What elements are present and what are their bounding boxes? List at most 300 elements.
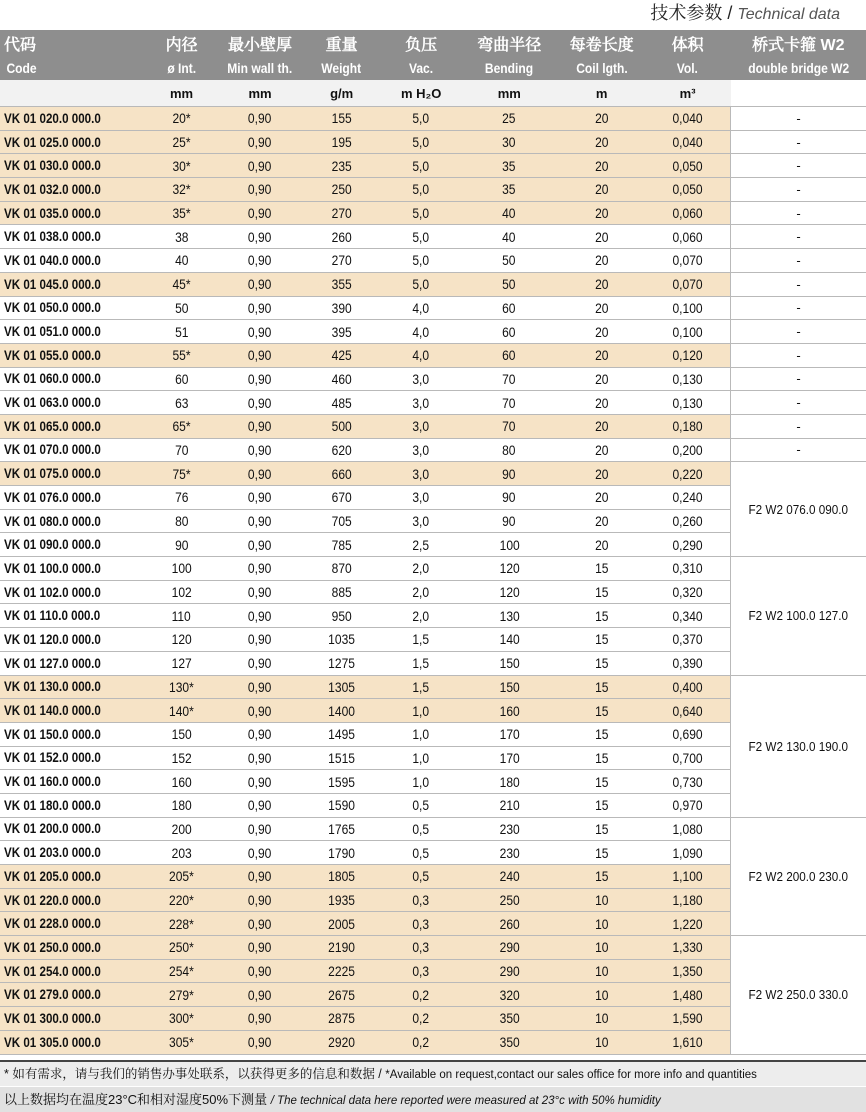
header-en-volume: Vol. — [645, 56, 731, 80]
unit-w2-clamp — [731, 80, 866, 107]
cell-id: 25* — [144, 130, 219, 154]
cell-bend: 50 — [460, 272, 559, 296]
cell-vol: 0,120 — [645, 343, 731, 367]
header-zh-inner-diameter: 内径 — [144, 30, 219, 56]
title-en: Technical data — [737, 6, 840, 23]
cell-vol: 0,690 — [645, 722, 731, 746]
header-zh-min-wall: 最小壁厚 — [219, 30, 301, 56]
cell-bend: 150 — [460, 675, 559, 699]
cell-code: VK 01 110.0 000.0 — [0, 604, 144, 628]
table-row — [0, 130, 866, 154]
cell-weight: 250 — [301, 178, 383, 202]
cell-vac: 0,2 — [382, 983, 459, 1007]
cell-vol: 0,040 — [645, 107, 731, 131]
cell-weight: 670 — [301, 486, 383, 510]
cell-coil: 20 — [559, 225, 645, 249]
cell-bend: 240 — [460, 865, 559, 889]
cell-weight: 2675 — [301, 983, 383, 1007]
cell-weight: 1805 — [301, 865, 383, 889]
cell-code: VK 01 076.0 000.0 — [0, 486, 144, 510]
cell-bend: 120 — [460, 557, 559, 581]
cell-wall: 0,90 — [219, 912, 301, 936]
cell-code: VK 01 030.0 000.0 — [0, 154, 144, 178]
cell-id: 102 — [144, 580, 219, 604]
cell-wall: 0,90 — [219, 817, 301, 841]
cell-code: VK 01 038.0 000.0 — [0, 225, 144, 249]
cell-bend: 230 — [460, 817, 559, 841]
cell-w2: - — [731, 391, 866, 415]
cell-code: VK 01 203.0 000.0 — [0, 841, 144, 865]
unit-volume: m³ — [645, 80, 731, 107]
cell-weight: 1305 — [301, 675, 383, 699]
cell-id: 180 — [144, 793, 219, 817]
header-en-w2-clamp: double bridge W2 — [731, 56, 866, 80]
cell-vol: 1,080 — [645, 817, 731, 841]
cell-wall: 0,90 — [219, 604, 301, 628]
cell-vac: 5,0 — [382, 107, 459, 131]
cell-wall: 0,90 — [219, 888, 301, 912]
cell-id: 35* — [144, 201, 219, 225]
cell-weight: 705 — [301, 509, 383, 533]
cell-bend: 350 — [460, 1007, 559, 1031]
cell-id: 50 — [144, 296, 219, 320]
cell-weight: 1935 — [301, 888, 383, 912]
cell-coil: 20 — [559, 249, 645, 273]
cell-weight: 355 — [301, 272, 383, 296]
cell-vac: 5,0 — [382, 178, 459, 202]
header-zh-bending: 弯曲半径 — [460, 30, 559, 56]
cell-weight: 2190 — [301, 936, 383, 960]
cell-code: VK 01 200.0 000.0 — [0, 817, 144, 841]
title-zh: 技术参数 — [650, 3, 723, 23]
cell-coil: 10 — [559, 888, 645, 912]
cell-weight: 660 — [301, 462, 383, 486]
cell-id: 75* — [144, 462, 219, 486]
cell-id: 30* — [144, 154, 219, 178]
cell-bend: 90 — [460, 509, 559, 533]
cell-bend: 50 — [460, 249, 559, 273]
cell-vol: 1,480 — [645, 983, 731, 1007]
cell-vac: 0,5 — [382, 841, 459, 865]
cell-weight: 155 — [301, 107, 383, 131]
cell-coil: 15 — [559, 699, 645, 723]
cell-id: 254* — [144, 959, 219, 983]
footnote-availability — [0, 1062, 866, 1086]
cell-vol: 0,130 — [645, 367, 731, 391]
header-en-min-wall: Min wall th. — [219, 56, 301, 80]
w2-group-cell: F2 W2 100.0 127.0 — [731, 557, 866, 675]
cell-vac: 3,0 — [382, 367, 459, 391]
cell-coil: 15 — [559, 793, 645, 817]
cell-vac: 0,5 — [382, 865, 459, 889]
header-en-weight: Weight — [301, 56, 383, 80]
cell-coil: 15 — [559, 628, 645, 652]
cell-weight: 2875 — [301, 1007, 383, 1031]
cell-weight: 425 — [301, 343, 383, 367]
cell-wall: 0,90 — [219, 272, 301, 296]
cell-bend: 60 — [460, 296, 559, 320]
cell-vac: 4,0 — [382, 296, 459, 320]
cell-bend: 150 — [460, 651, 559, 675]
cell-vac: 4,0 — [382, 320, 459, 344]
header-zh-w2-clamp: 桥式卡箍 W2 — [731, 30, 866, 56]
cell-vac: 0,5 — [382, 793, 459, 817]
footnote-conditions — [0, 1087, 866, 1112]
cell-wall: 0,90 — [219, 343, 301, 367]
table-row — [0, 367, 866, 391]
header-zh-vacuum: 负压 — [382, 30, 459, 56]
cell-wall: 0,90 — [219, 580, 301, 604]
cell-code: VK 01 063.0 000.0 — [0, 391, 144, 415]
technical-data-table — [0, 30, 866, 1055]
cell-vol: 0,700 — [645, 746, 731, 770]
cell-id: 76 — [144, 486, 219, 510]
cell-weight: 1495 — [301, 722, 383, 746]
cell-vac: 3,0 — [382, 509, 459, 533]
cell-id: 20* — [144, 107, 219, 131]
cell-weight: 870 — [301, 557, 383, 581]
cell-bend: 80 — [460, 438, 559, 462]
cell-vol: 0,260 — [645, 509, 731, 533]
table-row — [0, 178, 866, 202]
cell-id: 150 — [144, 722, 219, 746]
cell-weight: 270 — [301, 201, 383, 225]
cell-bend: 70 — [460, 414, 559, 438]
cell-vac: 3,0 — [382, 462, 459, 486]
cell-bend: 30 — [460, 130, 559, 154]
header-en-inner-diameter: ø Int. — [144, 56, 219, 80]
cell-vol: 0,070 — [645, 272, 731, 296]
cell-weight: 1035 — [301, 628, 383, 652]
table-row — [0, 296, 866, 320]
cell-vac: 1,5 — [382, 628, 459, 652]
footnote-conditions-en: / The technical data here reported were measured at 23°c with 50% humidity — [270, 1095, 661, 1107]
cell-weight: 390 — [301, 296, 383, 320]
cell-coil: 10 — [559, 959, 645, 983]
cell-id: 200 — [144, 817, 219, 841]
cell-weight: 1765 — [301, 817, 383, 841]
cell-w2: - — [731, 249, 866, 273]
cell-vac: 5,0 — [382, 249, 459, 273]
cell-wall: 0,90 — [219, 651, 301, 675]
cell-vol: 0,040 — [645, 130, 731, 154]
header-en-code: Code — [0, 56, 144, 80]
header-row-zh — [0, 30, 866, 56]
cell-code: VK 01 025.0 000.0 — [0, 130, 144, 154]
table-row — [0, 391, 866, 415]
cell-bend: 290 — [460, 959, 559, 983]
cell-code: VK 01 220.0 000.0 — [0, 888, 144, 912]
cell-bend: 40 — [460, 225, 559, 249]
cell-wall: 0,90 — [219, 770, 301, 794]
cell-vol: 1,100 — [645, 865, 731, 889]
cell-weight: 885 — [301, 580, 383, 604]
cell-id: 63 — [144, 391, 219, 415]
cell-vac: 2,0 — [382, 580, 459, 604]
cell-weight: 950 — [301, 604, 383, 628]
cell-weight: 1590 — [301, 793, 383, 817]
cell-coil: 15 — [559, 580, 645, 604]
cell-wall: 0,90 — [219, 699, 301, 723]
cell-coil: 15 — [559, 722, 645, 746]
cell-code: VK 01 070.0 000.0 — [0, 438, 144, 462]
cell-vol: 0,290 — [645, 533, 731, 557]
cell-coil: 10 — [559, 983, 645, 1007]
cell-vol: 0,310 — [645, 557, 731, 581]
table-row — [0, 462, 866, 486]
cell-coil: 20 — [559, 367, 645, 391]
header-zh-weight: 重量 — [301, 30, 383, 56]
footnote-availability-en: *Available on request,contact our sales office for more info and quantities — [385, 1069, 757, 1081]
cell-w2: - — [731, 201, 866, 225]
cell-wall: 0,90 — [219, 959, 301, 983]
cell-id: 250* — [144, 936, 219, 960]
cell-coil: 10 — [559, 1030, 645, 1054]
cell-coil: 20 — [559, 533, 645, 557]
cell-bend: 140 — [460, 628, 559, 652]
cell-id: 120 — [144, 628, 219, 652]
cell-wall: 0,90 — [219, 722, 301, 746]
cell-weight: 1400 — [301, 699, 383, 723]
cell-id: 60 — [144, 367, 219, 391]
cell-id: 38 — [144, 225, 219, 249]
table-row — [0, 107, 866, 131]
cell-vac: 3,0 — [382, 414, 459, 438]
cell-code: VK 01 020.0 000.0 — [0, 107, 144, 131]
table-row — [0, 343, 866, 367]
cell-bend: 120 — [460, 580, 559, 604]
cell-wall: 0,90 — [219, 509, 301, 533]
cell-w2: - — [731, 320, 866, 344]
cell-coil: 20 — [559, 320, 645, 344]
cell-wall: 0,90 — [219, 391, 301, 415]
cell-code: VK 01 040.0 000.0 — [0, 249, 144, 273]
cell-vol: 1,220 — [645, 912, 731, 936]
cell-vac: 1,0 — [382, 770, 459, 794]
cell-code: VK 01 160.0 000.0 — [0, 770, 144, 794]
cell-vol: 0,050 — [645, 154, 731, 178]
cell-wall: 0,90 — [219, 675, 301, 699]
cell-coil: 15 — [559, 675, 645, 699]
cell-coil: 20 — [559, 438, 645, 462]
cell-code: VK 01 080.0 000.0 — [0, 509, 144, 533]
header-row-en — [0, 56, 866, 80]
cell-bend: 160 — [460, 699, 559, 723]
cell-wall: 0,90 — [219, 486, 301, 510]
cell-vol: 0,200 — [645, 438, 731, 462]
cell-vol: 0,970 — [645, 793, 731, 817]
table-row — [0, 272, 866, 296]
cell-bend: 40 — [460, 201, 559, 225]
cell-code: VK 01 254.0 000.0 — [0, 959, 144, 983]
footnote-availability-zh: * 如有需求，请与我们的销售办事处联系，以获得更多的信息和数据 / — [4, 1067, 386, 1081]
cell-id: 65* — [144, 414, 219, 438]
cell-w2: - — [731, 343, 866, 367]
cell-code: VK 01 090.0 000.0 — [0, 533, 144, 557]
cell-vol: 0,240 — [645, 486, 731, 510]
cell-coil: 15 — [559, 770, 645, 794]
cell-vac: 0,5 — [382, 817, 459, 841]
cell-code: VK 01 228.0 000.0 — [0, 912, 144, 936]
cell-vac: 5,0 — [382, 272, 459, 296]
cell-coil: 15 — [559, 604, 645, 628]
cell-weight: 2920 — [301, 1030, 383, 1054]
cell-w2: - — [731, 154, 866, 178]
cell-wall: 0,90 — [219, 533, 301, 557]
cell-bend: 25 — [460, 107, 559, 131]
cell-bend: 90 — [460, 462, 559, 486]
cell-coil: 15 — [559, 841, 645, 865]
cell-coil: 10 — [559, 912, 645, 936]
cell-weight: 785 — [301, 533, 383, 557]
cell-id: 279* — [144, 983, 219, 1007]
cell-id: 55* — [144, 343, 219, 367]
cell-wall: 0,90 — [219, 178, 301, 202]
cell-weight: 2005 — [301, 912, 383, 936]
cell-weight: 485 — [301, 391, 383, 415]
cell-wall: 0,90 — [219, 1007, 301, 1031]
cell-weight: 620 — [301, 438, 383, 462]
cell-weight: 195 — [301, 130, 383, 154]
cell-vol: 0,060 — [645, 201, 731, 225]
cell-w2: - — [731, 414, 866, 438]
cell-vol: 0,180 — [645, 414, 731, 438]
header-zh-coil-length: 每卷长度 — [559, 30, 645, 56]
cell-weight: 395 — [301, 320, 383, 344]
cell-weight: 1790 — [301, 841, 383, 865]
cell-id: 127 — [144, 651, 219, 675]
unit-inner-diameter: mm — [144, 80, 219, 107]
cell-wall: 0,90 — [219, 225, 301, 249]
header-zh-code: 代码 — [0, 30, 144, 56]
cell-code: VK 01 130.0 000.0 — [0, 675, 144, 699]
table-row — [0, 414, 866, 438]
cell-bend: 60 — [460, 320, 559, 344]
cell-vac: 3,0 — [382, 438, 459, 462]
cell-coil: 15 — [559, 865, 645, 889]
cell-coil: 20 — [559, 154, 645, 178]
cell-coil: 20 — [559, 414, 645, 438]
cell-w2: - — [731, 130, 866, 154]
table-row — [0, 320, 866, 344]
cell-bend: 35 — [460, 154, 559, 178]
cell-wall: 0,90 — [219, 462, 301, 486]
cell-bend: 320 — [460, 983, 559, 1007]
table-row — [0, 557, 866, 581]
cell-bend: 100 — [460, 533, 559, 557]
cell-id: 45* — [144, 272, 219, 296]
cell-code: VK 01 065.0 000.0 — [0, 414, 144, 438]
table-row — [0, 438, 866, 462]
cell-vac: 0,2 — [382, 1007, 459, 1031]
table-row — [0, 225, 866, 249]
cell-wall: 0,90 — [219, 936, 301, 960]
cell-coil: 20 — [559, 272, 645, 296]
cell-w2: - — [731, 367, 866, 391]
cell-bend: 60 — [460, 343, 559, 367]
cell-code: VK 01 055.0 000.0 — [0, 343, 144, 367]
cell-vac: 4,0 — [382, 343, 459, 367]
cell-vol: 0,320 — [645, 580, 731, 604]
table-row — [0, 817, 866, 841]
cell-bend: 210 — [460, 793, 559, 817]
cell-coil: 20 — [559, 201, 645, 225]
cell-wall: 0,90 — [219, 983, 301, 1007]
cell-code: VK 01 305.0 000.0 — [0, 1030, 144, 1054]
cell-wall: 0,90 — [219, 320, 301, 344]
cell-id: 32* — [144, 178, 219, 202]
unit-vacuum: m H₂O — [382, 80, 459, 107]
cell-vac: 1,0 — [382, 746, 459, 770]
cell-vac: 0,3 — [382, 959, 459, 983]
cell-bend: 90 — [460, 486, 559, 510]
table-row — [0, 675, 866, 699]
cell-code: VK 01 050.0 000.0 — [0, 296, 144, 320]
table-row — [0, 936, 866, 960]
cell-coil: 15 — [559, 817, 645, 841]
header-en-coil-length: Coil lgth. — [559, 56, 645, 80]
cell-code: VK 01 045.0 000.0 — [0, 272, 144, 296]
cell-id: 228* — [144, 912, 219, 936]
cell-vac: 2,0 — [382, 557, 459, 581]
cell-coil: 10 — [559, 936, 645, 960]
cell-code: VK 01 032.0 000.0 — [0, 178, 144, 202]
unit-code — [0, 80, 144, 107]
cell-bend: 70 — [460, 367, 559, 391]
cell-vac: 0,3 — [382, 888, 459, 912]
unit-coil-length: m — [559, 80, 645, 107]
cell-vol: 0,100 — [645, 296, 731, 320]
table-row — [0, 249, 866, 273]
cell-w2: - — [731, 272, 866, 296]
cell-coil: 20 — [559, 130, 645, 154]
cell-id: 51 — [144, 320, 219, 344]
cell-id: 203 — [144, 841, 219, 865]
cell-coil: 20 — [559, 296, 645, 320]
table-body — [0, 80, 866, 1054]
cell-vol: 0,370 — [645, 628, 731, 652]
cell-bend: 70 — [460, 391, 559, 415]
w2-group-cell: F2 W2 130.0 190.0 — [731, 675, 866, 817]
cell-vol: 0,220 — [645, 462, 731, 486]
cell-code: VK 01 150.0 000.0 — [0, 722, 144, 746]
cell-w2: - — [731, 296, 866, 320]
cell-id: 90 — [144, 533, 219, 557]
cell-vac: 2,0 — [382, 604, 459, 628]
cell-vol: 1,610 — [645, 1030, 731, 1054]
unit-weight: g/m — [301, 80, 383, 107]
cell-code: VK 01 250.0 000.0 — [0, 936, 144, 960]
cell-id: 140* — [144, 699, 219, 723]
cell-vac: 5,0 — [382, 130, 459, 154]
cell-coil: 20 — [559, 486, 645, 510]
table-row — [0, 201, 866, 225]
cell-vac: 1,5 — [382, 651, 459, 675]
cell-wall: 0,90 — [219, 414, 301, 438]
cell-w2: - — [731, 107, 866, 131]
cell-vol: 1,330 — [645, 936, 731, 960]
cell-code: VK 01 205.0 000.0 — [0, 865, 144, 889]
cell-bend: 230 — [460, 841, 559, 865]
cell-vol: 1,090 — [645, 841, 731, 865]
cell-vol: 1,590 — [645, 1007, 731, 1031]
unit-min-wall: mm — [219, 80, 301, 107]
cell-wall: 0,90 — [219, 107, 301, 131]
page-title — [650, 0, 840, 28]
cell-coil: 20 — [559, 107, 645, 131]
cell-wall: 0,90 — [219, 367, 301, 391]
cell-code: VK 01 279.0 000.0 — [0, 983, 144, 1007]
